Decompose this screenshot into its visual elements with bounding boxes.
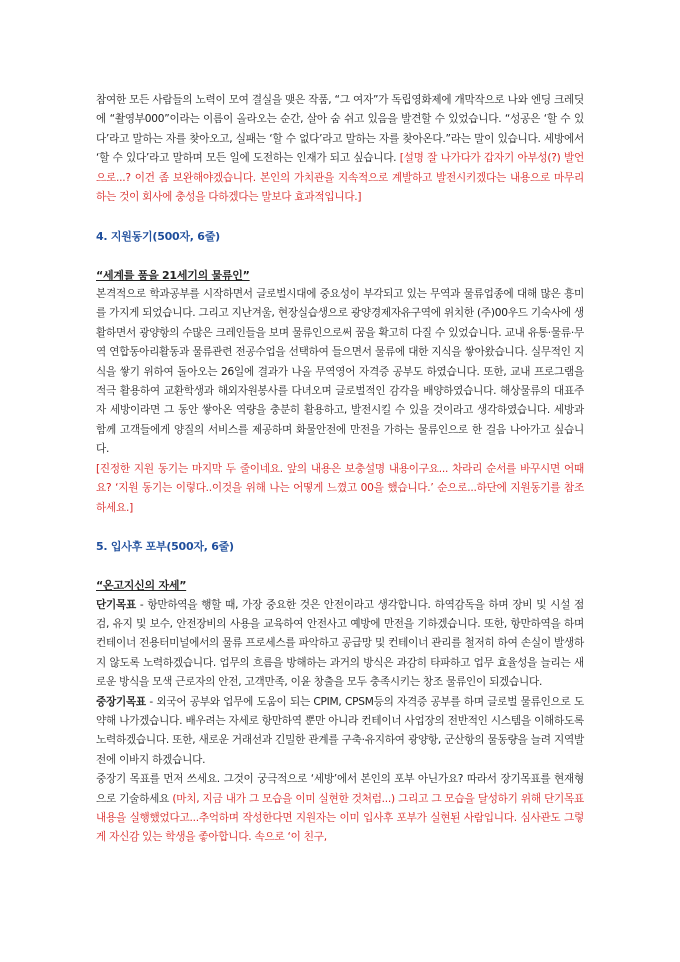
short-term-goal-label: 단기목표 bbox=[96, 598, 136, 611]
mid-term-goal-text: - 외국어 공부와 업무에 도움이 되는 CPIM, CPSM등의 자격증 공부를 하며 글로벌 물류인으로 도약해 나가겠습니다. 배우려는 자세로 항만하역 뿐만 아니라 컨테이너 사업장의 전반적인 시스템을 이해하도록 노력하겠습니다. 또한, 새로운 거래선과 긴밀한 관계를 구축·유지하여 광양항, 군산항의 물동량을 늘려 지역발전에 이바지 하겠습니다. bbox=[96, 695, 584, 766]
short-term-goal-text: - 항만하역을 행할 때, 가장 중요한 것은 안전이라고 생각합니다. 하역감독을 하며 장비 및 시설 점검, 유지 및 보수, 안전장비의 사용을 교육하여 안전사고 예방에 만전을 기하겠습니다. 또한, 항만하역을 하며 컨테이너 전용터미널에서의 물류 프로세스를 파악하고 공급망 및 컨테이너 관리를 철저히 하여 손실이 발생하지 않도록 노력하겠습니다. 업무의 흐름을 방해하는 과거의 방식은 과감히 타파하고 업무 효율성을 늘리는 새로운 방식을 모색 근로자의 안전, 고객만족, 이윤 창출을 모두 충족시키는 창조 물류인이 되겠습니다. bbox=[96, 598, 584, 689]
short-term-goal-paragraph bbox=[96, 596, 584, 693]
spacer bbox=[96, 207, 584, 226]
intro-paragraph bbox=[96, 91, 584, 207]
spacer bbox=[96, 518, 584, 537]
spacer bbox=[96, 557, 584, 576]
section-4-heading: 4. 지원동기(500자, 6줄) bbox=[96, 229, 220, 243]
mid-term-goal-paragraph bbox=[96, 693, 584, 771]
intro-text: 참여한 모든 사람들의 노력이 모여 결실을 맺은 작품, “그 여자”가 독립영화제에 개막작으로 나와 엔딩 크레딧에 “촬영부000”이라는 이름이 올라오는 순간, 살아 숨 쉬고 있음을 발견할 수 있었습니다. “성공은 ‘할 수 있다’라고 말하는 자를 찾아오고, 실패는 ‘할 수 없다’라고 말하는 자를 찾아온다.”라는 말이 있습니다. 세방에서 ‘할 수 있다’라고 말하며 모든 일에 도전하는 인재가 되고 싶습니다. bbox=[96, 94, 584, 165]
document-content bbox=[96, 91, 584, 848]
section-5-subtitle: “온고지신의 자세” bbox=[96, 579, 187, 593]
spacer bbox=[96, 246, 584, 265]
section-4-subtitle: “세계를 품을 21세기의 물류인” bbox=[96, 268, 250, 282]
section-4-body: 본격적으로 학과공부를 시작하면서 글로벌시대에 중요성이 부각되고 있는 무역과 물류업종에 대해 많은 흥미를 가지게 되었습니다. 그리고 지난겨울, 현장실습생으로 광양경제자유구역에 위치한 (주)00우드 기숙사에 생활하면서 광양항의 수많은 크레인들을 보며 물류인으로써 꿈을 확고히 다질 수 있었습니다. 교내 유통·물류·무역 연합동아리활동과 물류관련 전공수업을 선택하여 들으면서 물류에 대한 지식을 쌓아왔습니다. 실무적인 지식을 쌓기 위하여 돌아오는 26일에 결과가 나올 무역영어 자격증 공부도 하였습니다. 또한, 교내 프로그램을 적극 활용하여 교환학생과 해외자원봉사를 다녀오며 글로벌적인 감각을 배양하였습니다. 해상물류의 대표주자 세방이라면 그 동안 쌓아온 역량을 충분히 활용하고, 발전시킬 수 있을 것이라고 생각하였습니다. 세방과 함께 고객들에게 양질의 서비스를 제공하며 화물안전에 만전을 가하는 물류인으로 한 걸음 나아가고 싶습니다. bbox=[96, 288, 584, 456]
comment-red-part: (마치, 지금 내가 그 모습을 이미 실현한 것처럼...) 그리고 그 모습을 달성하기 위해 단기목표 내용을 실행했었다고...추억하며 작성한다면 지원자는 이미 입사후 포부가 실현된 사람입니다. 심사관도 그렇게 자신감 있는 학생을 좋아합니다. 속으로 ‘이 친구, bbox=[96, 792, 585, 844]
section-5-reviewer-comment bbox=[96, 770, 584, 848]
comment-plain-part: 중장기 목표를 먼저 쓰세요. 그것이 궁극적으로 ‘세방’에서 본인의 포부 아닌가요? 따라서 장기목표를 현재형으로 기술하세요 bbox=[96, 773, 584, 805]
mid-term-goal-label: 중장기목표 bbox=[96, 695, 146, 708]
section-5-heading: 5. 입사후 포부(500자, 6줄) bbox=[96, 540, 234, 554]
section-4-reviewer-comment: [진정한 지원 동기는 마지막 두 줄이네요. 앞의 내용은 보충설명 내용이구요... 차라리 순서를 바꾸시면 어때요? ‘지원 동기는 이렇다..이것을 위해 나는 어떻게 느꼈고 00을 했습니다.’ 순으로...하단에 지원동기를 참조하세요.] bbox=[96, 462, 584, 514]
intro-reviewer-comment: [설명 잘 나가다가 갑자기 아부성(?) 발언으로...? 이건 좀 보완해야겠습니다. 본인의 가치관을 지속적으로 계발하고 발전시키겠다는 내용으로 마무리하는 것이 회사에 충성을 다하겠다는 말보다 효과적입니다.] bbox=[96, 152, 584, 204]
